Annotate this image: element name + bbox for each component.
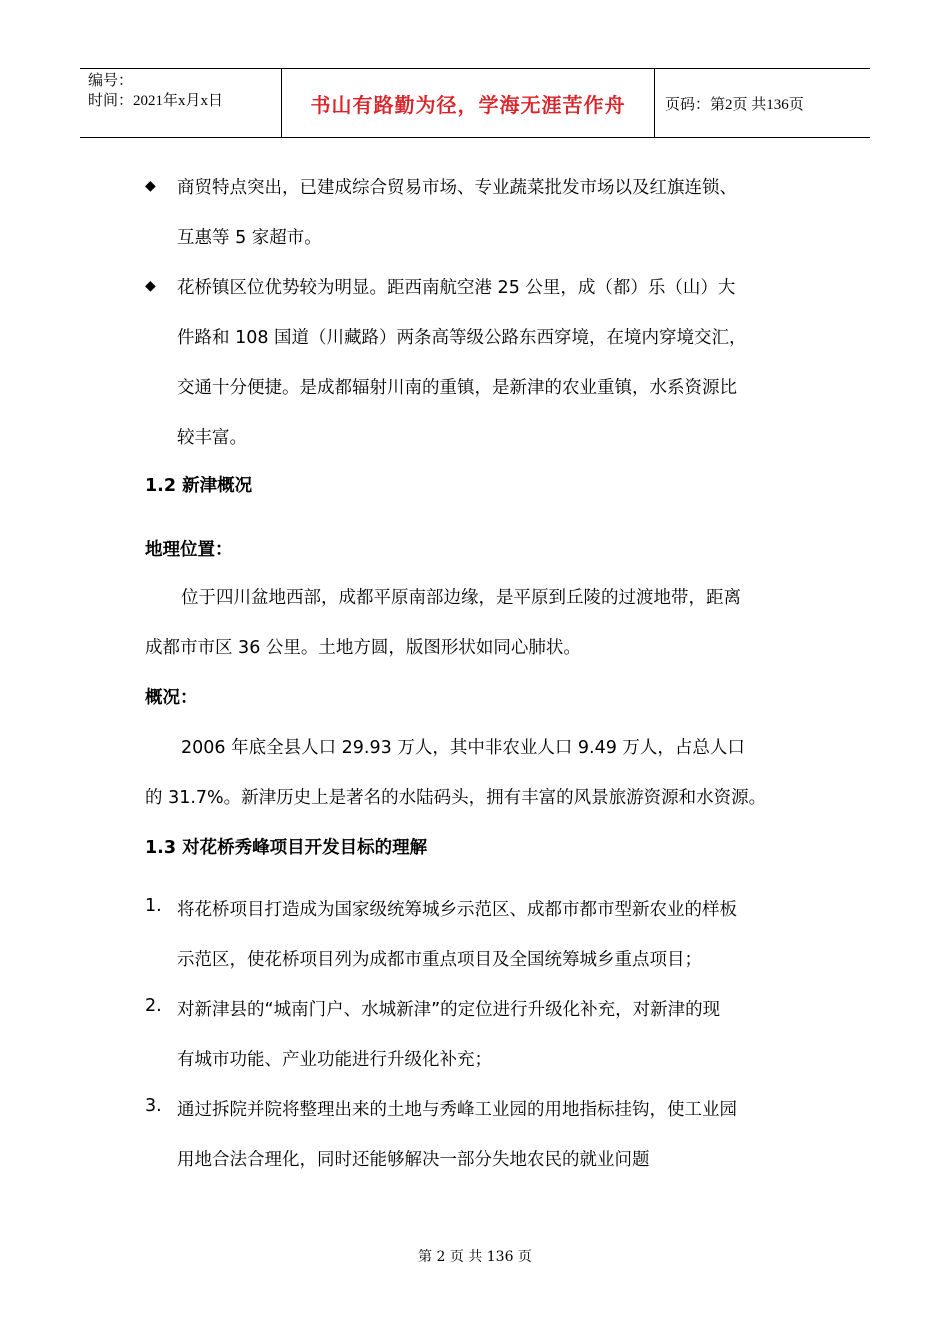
bullet-line: 互惠等 5 家超市。	[177, 228, 322, 248]
overview-label: 概况：	[145, 688, 198, 708]
doc-number-label: 编号：	[88, 73, 134, 89]
bullet-diamond-icon: ◆	[145, 278, 156, 294]
list-item-line: 将花桥项目打造成为国家级统筹城乡示范区、成都市都市型新农业的样板	[177, 900, 737, 920]
bullet-line: 花桥镇区位优势较为明显。距西南航空港 25 公里，成（都）乐（山）大	[177, 278, 736, 298]
doc-time-label: 时间：2021年x月x日	[88, 93, 224, 109]
header-left-cell	[80, 69, 282, 137]
overview-paragraph-line: 2006 年底全县人口 29.93 万人，其中非农业人口 9.49 万人，占总人口	[181, 738, 745, 758]
overview-paragraph-line: 的 31.7%。新津历史上是著名的水陆码头，拥有丰富的风景旅游资源和水资源。	[145, 788, 767, 808]
bullet-line: 较丰富。	[177, 428, 247, 448]
list-item-line: 有城市功能、产业功能进行升级化补充；	[177, 1050, 492, 1070]
bullet-line: 交通十分便捷。是成都辐射川南的重镇，是新津的农业重镇，水系资源比	[177, 378, 737, 398]
list-item-number: 1.	[145, 896, 162, 916]
header-motto: 书山有路勤为径，学海无涯苦作舟	[282, 69, 655, 137]
bullet-line: 件路和 108 国道（川藏路）两条高等级公路东西穿境，在境内穿境交汇，	[177, 328, 747, 348]
header-page-info: 页码：第2页 共136页	[665, 96, 804, 113]
list-item-line: 通过拆院并院将整理出来的土地与秀峰工业园的用地指标挂钩，使工业园	[177, 1100, 737, 1120]
section-heading-1-3: 1.3 对花桥秀峰项目开发目标的理解	[145, 838, 428, 858]
list-item-line: 对新津县的“城南门户、水城新津”的定位进行升级化补充，对新津的现	[177, 1000, 721, 1020]
page-footer: 第 2 页 共 136 页	[418, 1249, 532, 1265]
geo-paragraph-line: 成都市市区 36 公里。土地方圆，版图形状如同心肺状。	[145, 638, 581, 658]
bullet-diamond-icon: ◆	[145, 178, 156, 194]
section-heading-1-2: 1.2 新津概况	[145, 476, 253, 496]
bullet-line: 商贸特点突出，已建成综合贸易市场、专业蔬菜批发市场以及红旗连锁、	[177, 178, 737, 198]
geo-paragraph-line: 位于四川盆地西部，成都平原南部边缘，是平原到丘陵的过渡地带，距离	[181, 588, 741, 608]
list-item-line: 示范区，使花桥项目列为成都市重点项目及全国统筹城乡重点项目；	[177, 950, 702, 970]
geo-label: 地理位置：	[145, 540, 233, 560]
header-table	[80, 68, 870, 138]
list-item-line: 用地合法合理化，同时还能够解决一部分失地农民的就业问题	[177, 1150, 650, 1170]
list-item-number: 3.	[145, 1096, 162, 1116]
list-item-number: 2.	[145, 996, 162, 1016]
